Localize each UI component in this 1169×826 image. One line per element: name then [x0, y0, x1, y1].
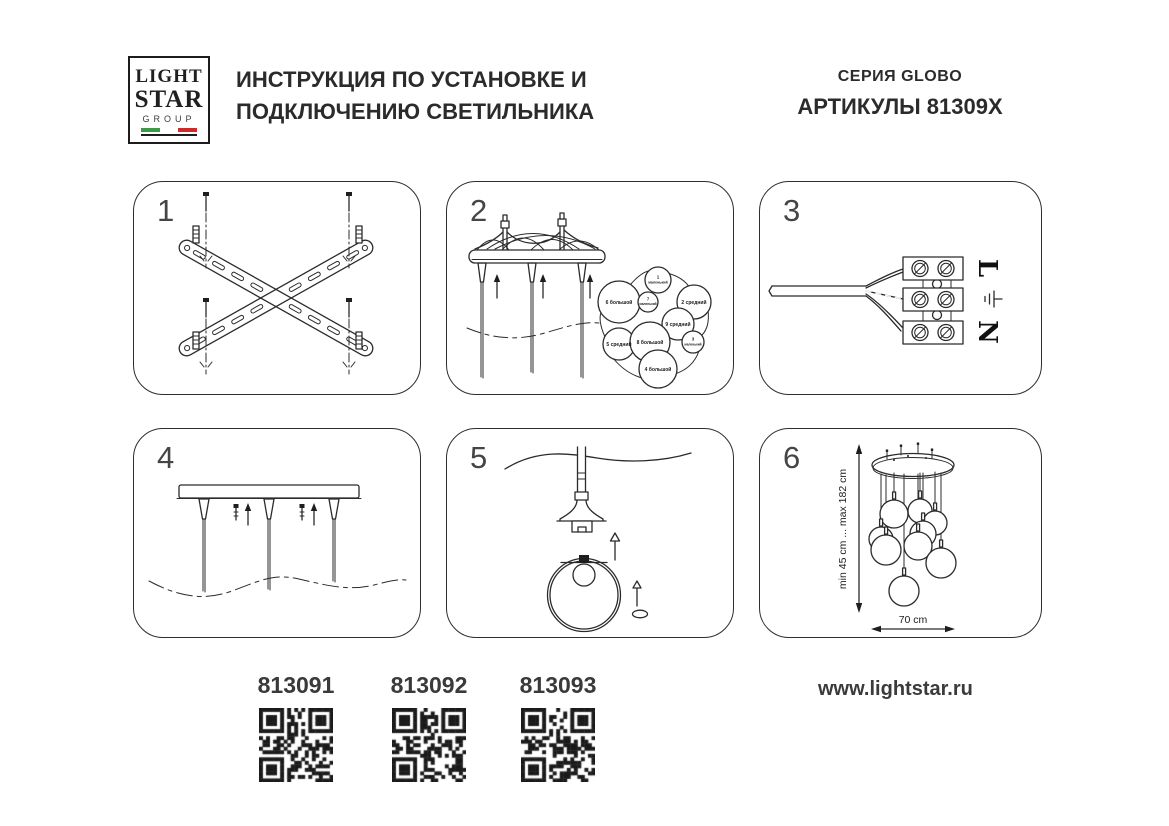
- step-6-drawing-finished-fixture: [760, 429, 1043, 639]
- step-3-panel: [759, 181, 1042, 395]
- qr-code: [521, 708, 595, 782]
- step-5-drawing-globe-assembly: [447, 429, 735, 639]
- article-813092: [367, 672, 491, 787]
- shade-label: 5 средний: [606, 341, 632, 348]
- title-line-2: ПОДКЛЮЧЕНИЮ СВЕТИЛЬНИКА: [236, 98, 595, 124]
- lightstar-logo: [128, 56, 210, 144]
- shade-label: 3: [691, 336, 695, 342]
- terminal-block: [903, 257, 963, 344]
- shade-label: маленький: [639, 302, 657, 306]
- website-url: www.lightstar.ru: [818, 678, 973, 700]
- article-813093: [496, 672, 620, 787]
- article-number: 813092: [390, 672, 468, 698]
- round-canopy: [872, 443, 954, 479]
- canopy-plate: [179, 485, 359, 498]
- step-6-number: 6: [783, 440, 801, 475]
- screw-anchor-set: [193, 298, 212, 374]
- cords: [478, 263, 586, 378]
- series-label: СЕРИЯ GLOBO: [837, 68, 963, 85]
- qr-code: [392, 708, 466, 782]
- shade-size-map: [598, 267, 711, 388]
- up-arrow-small: [633, 581, 648, 618]
- italian-flag-stripe: [141, 128, 197, 136]
- shade-label: 8 большой: [636, 339, 664, 346]
- ceiling-line: [505, 453, 691, 469]
- terminal-label-live: L: [971, 258, 1002, 278]
- shade-label: маленький: [648, 280, 668, 285]
- lamp-socket: [579, 555, 589, 563]
- retaining-ring: [633, 610, 648, 618]
- ceiling-break-line: [149, 577, 406, 597]
- shade-label: 2 средний: [681, 299, 707, 306]
- screw-anchor-set: [343, 298, 362, 374]
- shade-label: 7: [646, 296, 650, 302]
- logo-text-group: GROUP: [142, 114, 196, 124]
- logo-text-light: LIGHT: [135, 66, 203, 87]
- canopy-grips: [886, 443, 933, 462]
- step-1-panel: [133, 181, 421, 395]
- step-2-panel: [446, 181, 734, 395]
- step-5-number: 5: [470, 440, 488, 475]
- article-number: 813091: [257, 672, 335, 698]
- up-arrows: [494, 274, 593, 298]
- step-4-panel: [133, 428, 421, 638]
- screw-and-arrow: [234, 503, 318, 525]
- step-2-drawing-canopy: [447, 182, 735, 396]
- step-6-panel: [759, 428, 1042, 638]
- page-title: [236, 64, 594, 128]
- height-dimension-label: min 45 cm ... max 182 cm: [837, 468, 849, 590]
- shade-label: маленький: [684, 342, 702, 347]
- article-813091: [234, 672, 358, 787]
- step-4-number: 4: [157, 440, 175, 475]
- earth-symbol: [985, 291, 1002, 307]
- article-number: 813093: [519, 672, 597, 698]
- width-dimension-label: 70 cm: [898, 614, 928, 626]
- mains-cable: [769, 269, 903, 331]
- screw-anchor-set: [193, 192, 212, 268]
- header-right: [768, 68, 1032, 120]
- screw-anchor-set: [343, 192, 362, 268]
- step-3-number: 3: [783, 193, 801, 228]
- light-bulb: [573, 564, 595, 586]
- shade-label: 4 большой: [644, 366, 672, 373]
- canopy-plate: [469, 250, 605, 263]
- logo-text-star: STAR: [134, 86, 204, 113]
- shade-label: 9 средний: [665, 321, 691, 328]
- pendant-globes: [869, 491, 956, 606]
- width-dimension: [871, 614, 955, 632]
- step-1-drawing-cross-bracket: [134, 182, 422, 396]
- title-line-1: ИНСТРУКЦИЯ ПО УСТАНОВКЕ И: [236, 67, 587, 92]
- step-1-number: 1: [157, 193, 175, 228]
- up-arrow-large: [611, 533, 620, 560]
- step-3-drawing-wiring: [760, 182, 1043, 396]
- suspension-rod: [557, 447, 606, 532]
- step-5-panel: [446, 428, 734, 638]
- shade-label: 6 большой: [605, 299, 633, 306]
- shade-label: 1: [656, 274, 660, 280]
- step-4-drawing-mounted-canopy: [134, 429, 422, 639]
- step-2-number: 2: [470, 193, 488, 228]
- height-dimension: [837, 444, 862, 613]
- globe-shade: [548, 555, 621, 632]
- qr-code: [259, 708, 333, 782]
- terminal-label-neutral: N: [971, 320, 1002, 344]
- articles-label: АРТИКУЛЫ 81309X: [797, 94, 1003, 119]
